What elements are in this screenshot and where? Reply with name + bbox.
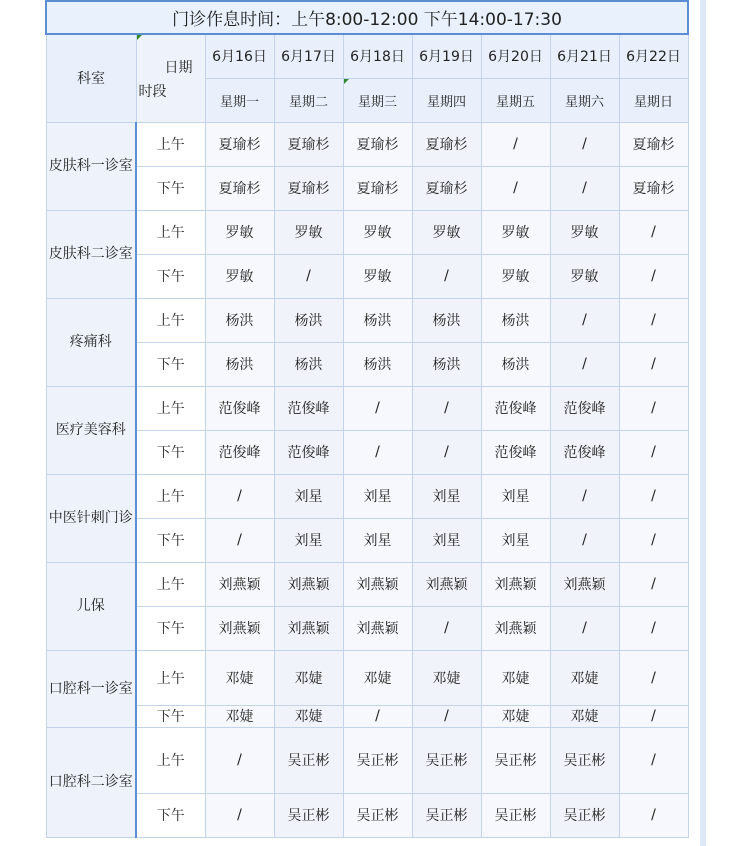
period-cell: 下午 (136, 430, 205, 474)
doctor-cell: 范俊峰 (550, 386, 619, 430)
doctor-cell: / (550, 474, 619, 518)
doctor-cell: 罗敏 (550, 254, 619, 298)
doctor-cell: / (619, 298, 688, 342)
doctor-cell: 邓婕 (205, 705, 274, 727)
doctor-cell: 罗敏 (481, 254, 550, 298)
schedule-row (46, 606, 688, 650)
doctor-cell: / (205, 727, 274, 793)
doctor-cell: / (274, 254, 343, 298)
doctor-cell: 夏瑜杉 (205, 166, 274, 210)
period-cell: 下午 (136, 606, 205, 650)
period-cell: 上午 (136, 386, 205, 430)
period-cell: 下午 (136, 705, 205, 727)
doctor-cell: 邓婕 (550, 650, 619, 705)
doctor-cell: / (481, 122, 550, 166)
schedule-row (46, 562, 688, 606)
doctor-cell: 刘燕颖 (481, 562, 550, 606)
doctor-cell: / (412, 606, 481, 650)
period-cell: 下午 (136, 793, 205, 837)
doctor-cell: 夏瑜杉 (412, 122, 481, 166)
schedule-row (46, 793, 688, 837)
doctor-cell: 罗敏 (274, 210, 343, 254)
doctor-cell: 邓婕 (481, 650, 550, 705)
doctor-cell: 邓婕 (412, 650, 481, 705)
doctor-cell: 刘星 (274, 518, 343, 562)
doctor-cell: 邓婕 (343, 650, 412, 705)
dept-name: 疼痛科 (46, 298, 136, 386)
doctor-cell: 刘燕颖 (205, 606, 274, 650)
period-label: 时段 (138, 84, 167, 100)
doctor-cell: / (550, 298, 619, 342)
doctor-cell: / (619, 650, 688, 705)
schedule-row (46, 210, 688, 254)
weekday-header: 星期六 (550, 78, 619, 122)
doctor-cell: / (619, 518, 688, 562)
doctor-cell: 罗敏 (481, 210, 550, 254)
doctor-cell: 吴正彬 (481, 727, 550, 793)
doctor-cell: 刘星 (274, 474, 343, 518)
doctor-cell: 罗敏 (205, 254, 274, 298)
period-cell: 上午 (136, 562, 205, 606)
doctor-cell: 吴正彬 (274, 793, 343, 837)
schedule-table (45, 0, 689, 838)
weekday-header: 星期二 (274, 78, 343, 122)
date-header: 6月16日 (205, 34, 274, 78)
doctor-cell: / (412, 430, 481, 474)
doctor-cell: 吴正彬 (550, 793, 619, 837)
doctor-cell: 范俊峰 (274, 430, 343, 474)
doctor-cell: 杨洪 (205, 342, 274, 386)
doctor-cell: 夏瑜杉 (343, 122, 412, 166)
doctor-cell: 杨洪 (343, 342, 412, 386)
date-header: 6月22日 (619, 34, 688, 78)
period-cell: 上午 (136, 650, 205, 705)
weekday-header: 星期五 (481, 78, 550, 122)
doctor-cell: 吴正彬 (550, 727, 619, 793)
doctor-cell: / (412, 705, 481, 727)
schedule-row (46, 474, 688, 518)
doctor-cell: / (619, 606, 688, 650)
dept-name: 中医针刺门诊 (46, 474, 136, 562)
weekday-header: 星期一 (205, 78, 274, 122)
doctor-cell: 刘燕颖 (274, 606, 343, 650)
doctor-cell: 邓婕 (274, 650, 343, 705)
doctor-cell: 刘星 (343, 474, 412, 518)
period-cell: 下午 (136, 166, 205, 210)
doctor-cell: 杨洪 (274, 298, 343, 342)
schedule-row (46, 650, 688, 705)
doctor-cell: 范俊峰 (205, 430, 274, 474)
doctor-cell: 杨洪 (412, 342, 481, 386)
period-cell: 上午 (136, 298, 205, 342)
schedule-row (46, 166, 688, 210)
schedule-row (46, 386, 688, 430)
dept-name: 医疗美容科 (46, 386, 136, 474)
doctor-cell: / (619, 430, 688, 474)
doctor-cell: / (343, 386, 412, 430)
doctor-cell: / (481, 166, 550, 210)
doctor-cell: / (550, 518, 619, 562)
doctor-cell: 刘燕颖 (412, 562, 481, 606)
schedule-row (46, 298, 688, 342)
doctor-cell: 夏瑜杉 (412, 166, 481, 210)
doctor-cell: 罗敏 (412, 210, 481, 254)
cell-marker (344, 79, 349, 84)
doctor-cell: 杨洪 (274, 342, 343, 386)
doctor-cell: 罗敏 (550, 210, 619, 254)
doctor-cell: 刘星 (481, 518, 550, 562)
doctor-cell: 吴正彬 (412, 727, 481, 793)
doctor-cell: 夏瑜杉 (274, 166, 343, 210)
doctor-cell: / (550, 342, 619, 386)
doctor-cell: / (619, 705, 688, 727)
dept-name: 口腔科一诊室 (46, 650, 136, 727)
doctor-cell: / (412, 386, 481, 430)
weekday-header: 星期日 (619, 78, 688, 122)
date-header: 6月19日 (412, 34, 481, 78)
doctor-cell: 夏瑜杉 (619, 122, 688, 166)
doctor-cell: 夏瑜杉 (343, 166, 412, 210)
date-period-header (136, 34, 205, 122)
doctor-cell: 刘燕颖 (205, 562, 274, 606)
dept-name: 口腔科二诊室 (46, 727, 136, 837)
doctor-cell: 刘星 (343, 518, 412, 562)
doctor-cell: / (205, 793, 274, 837)
doctor-cell: 刘燕颖 (343, 562, 412, 606)
schedule-row (46, 727, 688, 793)
period-cell: 下午 (136, 518, 205, 562)
dept-name: 皮肤科二诊室 (46, 210, 136, 298)
schedule-container (45, 0, 689, 838)
doctor-cell: 吴正彬 (274, 727, 343, 793)
period-cell: 下午 (136, 254, 205, 298)
doctor-cell: / (550, 606, 619, 650)
date-header: 6月21日 (550, 34, 619, 78)
doctor-cell: 罗敏 (205, 210, 274, 254)
weekday-header: 星期四 (412, 78, 481, 122)
doctor-cell: 夏瑜杉 (619, 166, 688, 210)
date-header: 6月18日 (343, 34, 412, 78)
doctor-cell: 杨洪 (481, 298, 550, 342)
doctor-cell: 杨洪 (412, 298, 481, 342)
doctor-cell: 刘星 (481, 474, 550, 518)
date-header: 6月20日 (481, 34, 550, 78)
doctor-cell: / (550, 166, 619, 210)
doctor-cell: 刘燕颖 (550, 562, 619, 606)
doctor-cell: 吴正彬 (343, 727, 412, 793)
doctor-cell: 罗敏 (343, 210, 412, 254)
doctor-cell: / (343, 430, 412, 474)
doctor-cell: 邓婕 (481, 705, 550, 727)
doctor-cell: 杨洪 (481, 342, 550, 386)
doctor-cell: / (205, 474, 274, 518)
doctor-cell: 范俊峰 (274, 386, 343, 430)
doctor-cell: / (619, 727, 688, 793)
doctor-cell: / (343, 705, 412, 727)
doctor-cell: 刘燕颖 (274, 562, 343, 606)
page-scroll-rail (700, 0, 706, 846)
doctor-cell: 杨洪 (343, 298, 412, 342)
doctor-cell: 范俊峰 (205, 386, 274, 430)
doctor-cell: 刘星 (412, 474, 481, 518)
doctor-cell: 范俊峰 (481, 386, 550, 430)
doctor-cell: 刘燕颖 (481, 606, 550, 650)
schedule-row (46, 518, 688, 562)
date-header: 6月17日 (274, 34, 343, 78)
doctor-cell: / (619, 254, 688, 298)
doctor-cell: 吴正彬 (481, 793, 550, 837)
doctor-cell: 杨洪 (205, 298, 274, 342)
page-title: 门诊作息时间：上午8:00-12:00 下午14:00-17:30 (46, 1, 688, 34)
doctor-cell: 邓婕 (274, 705, 343, 727)
period-cell: 上午 (136, 122, 205, 166)
period-cell: 下午 (136, 342, 205, 386)
doctor-cell: / (205, 518, 274, 562)
doctor-cell: 刘星 (412, 518, 481, 562)
doctor-cell: 邓婕 (205, 650, 274, 705)
cell-marker (137, 35, 142, 40)
period-cell: 上午 (136, 727, 205, 793)
doctor-cell: 夏瑜杉 (205, 122, 274, 166)
schedule-row (46, 254, 688, 298)
doctor-cell: / (619, 386, 688, 430)
doctor-cell: / (550, 122, 619, 166)
doctor-cell: 夏瑜杉 (274, 122, 343, 166)
dept-column-header: 科室 (46, 34, 136, 122)
doctor-cell: 邓婕 (550, 705, 619, 727)
weekday-header: 星期三 (343, 78, 412, 122)
schedule-row (46, 705, 688, 727)
doctor-cell: / (619, 342, 688, 386)
doctor-cell: / (619, 562, 688, 606)
schedule-row (46, 342, 688, 386)
period-cell: 上午 (136, 474, 205, 518)
doctor-cell: 吴正彬 (412, 793, 481, 837)
doctor-cell: 范俊峰 (550, 430, 619, 474)
doctor-cell: / (619, 210, 688, 254)
doctor-cell: / (412, 254, 481, 298)
doctor-cell: 吴正彬 (343, 793, 412, 837)
schedule-row (46, 122, 688, 166)
date-label: 日期 (164, 60, 193, 76)
doctor-cell: 刘燕颖 (343, 606, 412, 650)
doctor-cell: 罗敏 (343, 254, 412, 298)
dept-name: 儿保 (46, 562, 136, 650)
schedule-row (46, 430, 688, 474)
doctor-cell: / (619, 474, 688, 518)
period-cell: 上午 (136, 210, 205, 254)
dept-name: 皮肤科一诊室 (46, 122, 136, 210)
doctor-cell: / (619, 793, 688, 837)
doctor-cell: 范俊峰 (481, 430, 550, 474)
